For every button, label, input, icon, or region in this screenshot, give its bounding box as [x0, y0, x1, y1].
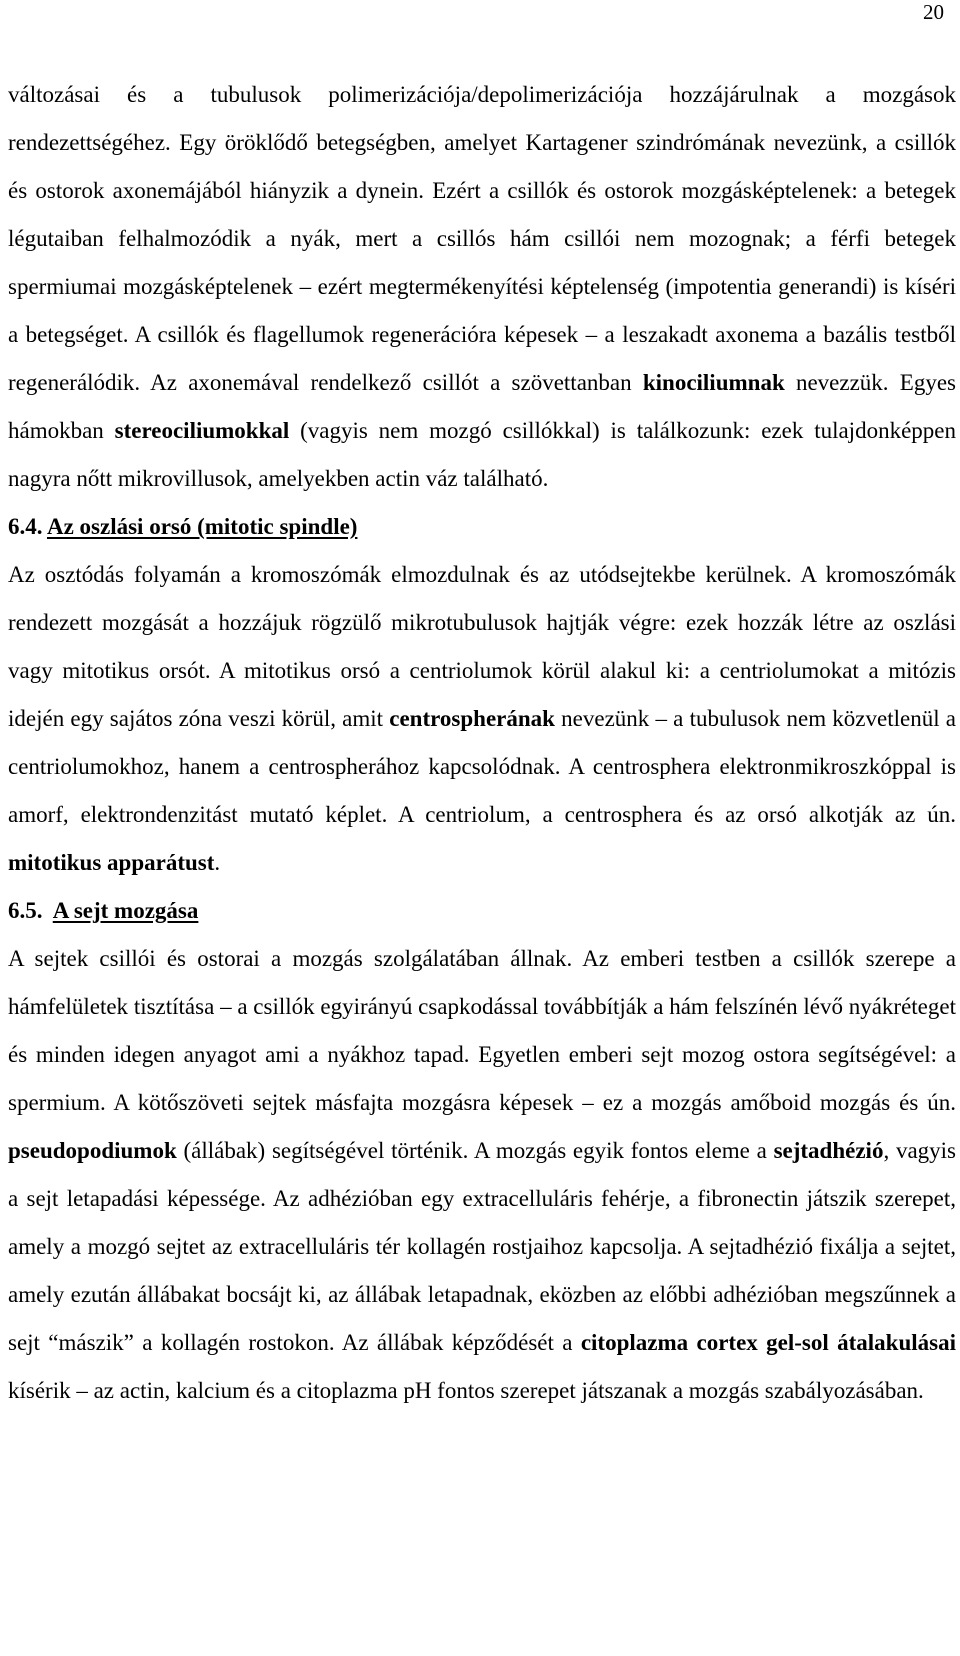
section-heading-6-4 [8, 503, 956, 551]
paragraph-cilia [8, 71, 956, 503]
page-number: 20 [923, 0, 944, 24]
text-run: változásai és a tubulusok polimerizációja/depolimerizációja hozzájárulnak a mozgások rendezettségéhez. Egy öröklődő betegségben, amelyet Kartagener szindrómának nevezünk, a csillók és ostorok axonemájából hiányzik a dynein. Ezért a csillók és ostorok mozgásképtelenek: a betegek légutaiban felhalmozódik a nyák, mert a csillós hám csillói nem mozognak; a férfi betegek spermiumai mozgásképtelenek – ezért megtermékenyítési képtelenség (impotentia generandi) is kíséri a betegséget. A csillók és flagellumok regenerációra képesek – a leszakadt axonema a bazális testből regenerálódik. Az axonemával rendelkező csillót a szövettanban [8, 82, 956, 395]
section-number: 6.4. [8, 514, 43, 539]
term-pseudopodium: pseudopodiumok [8, 1138, 177, 1163]
term-cortex-gel-sol: citoplazma cortex gel-sol átalakulásai [580, 1330, 956, 1355]
text-run: nevezünk – a tubulusok nem közvetlenül a centriolumokhoz, hanem a centrospherához kapcsolódnak. A centrosphera elektronmikroszkóppal is amorf, elektrondenzitást mutató képlet. A centriolum, a centrosphera és az orsó alkotják az ún. [8, 706, 957, 827]
section-title: A sejt mozgása [52, 898, 199, 923]
document-body [8, 71, 956, 1415]
text-run: (vagyis nem mozgó csillókkal) is találkozunk: ezek tulajdonképpen nagyra nőtt mikrovillusok, amelyekben actin váz található. [8, 418, 956, 491]
term-mitotic-apparatus: mitotikus apparátust [8, 850, 215, 875]
text-run: nevezzük. Egyes hámokban [8, 370, 956, 443]
term-cell-adhesion: sejtadhézió [773, 1138, 884, 1163]
text-run: . [214, 850, 221, 875]
text-run: Az osztódás folyamán a kromoszómák elmozdulnak és az utódsejtekbe kerülnek. A kromoszómák rendezett mozgását a hozzájuk rögzülő mikrotubulusok hajtják végre: ezek hozzák létre az oszlási vagy mitotikus orsót. A mitotikus orsó a centriolumok körül alakul ki: a centriolumokat a mitózis idején egy sajátos zóna veszi körül, amit [8, 562, 956, 731]
paragraph-cell-movement [8, 935, 956, 1415]
term-stereocilium: stereociliumokkal [114, 418, 290, 443]
term-centrosphera: centrospherának [389, 706, 555, 731]
section-heading-6-5 [8, 887, 956, 935]
text-run: , vagyis a sejt letapadási képessége. Az adhézióban egy extracelluláris fehérje, a fibronectin játszik szerepet, amely a mozgó sejtet az extracelluláris tér kollagén rostjaihoz kapcsolja. A sejtadhézió fixálja a sejtet, amely ezután állábakat bocsájt ki, az állábak letapadnak, eközben az előbbi adhézióban megszűnnek a sejt “mászik” a kollagén rostokon. Az állábak képződését a [8, 1138, 956, 1355]
text-run: (állábak) segítségével történik. A mozgás egyik fontos eleme a [176, 1138, 774, 1163]
section-number: 6.5. [8, 898, 43, 923]
text-run: kísérik – az actin, kalcium és a citoplazma pH fontos szerepet játszanak a mozgás szabályozásában. [8, 1378, 924, 1403]
section-title: Az oszlási orsó (mitotic spindle) [46, 514, 358, 539]
term-kinocilium: kinociliumnak [642, 370, 785, 395]
paragraph-spindle [8, 551, 956, 887]
text-run: A sejtek csillói és ostorai a mozgás szolgálatában állnak. Az emberi testben a csillók szerepe a hámfelületek tisztítása – a csillók egyirányú csapkodással továbbítják a hám felszínén lévő nyákréteget és minden idegen anyagot ami a nyákhoz tapad. Egyetlen emberi sejt mozog ostora segítségével: a spermium. A kötőszöveti sejtek másfajta mozgásra képesek – ez a mozgás amőboid mozgás és ún. [8, 946, 956, 1115]
